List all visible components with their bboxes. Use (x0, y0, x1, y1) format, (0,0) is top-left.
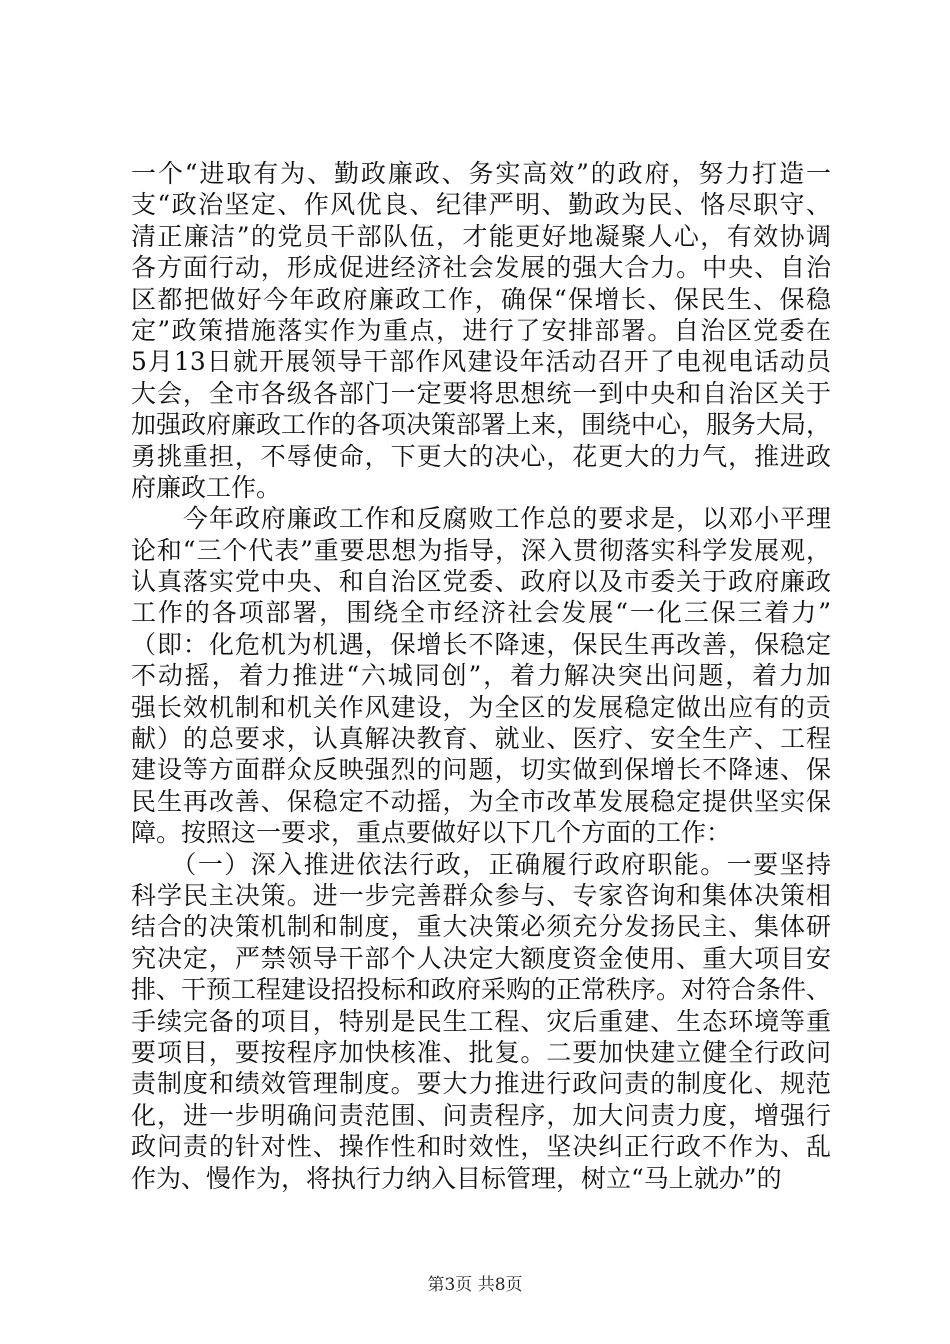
text-line: 支“政治坚定、作风优良、纪律严明、勤政为民、恪尽职守、 (131, 190, 831, 220)
text-line: 大会，全市各级各部门一定要将思想统一到中央和自治区关于 (131, 378, 831, 408)
text-line: 定”政策措施落实作为重点，进行了安排部署。自治区党委在 (131, 315, 831, 345)
document-body (131, 158, 831, 1194)
text-line: （一）深入推进依法行政，正确履行政府职能。一要坚持 (131, 849, 831, 879)
text-line: 献）的总要求，认真解决教育、就业、医疗、安全生产、工程 (131, 724, 831, 754)
text-line: 工作的各项部署，围绕全市经济社会发展“一化三保三着力” (131, 598, 831, 628)
text-line: 究决定，严禁领导干部个人决定大额度资金使用、重大项目安 (131, 943, 831, 973)
text-line: 勇挑重担，不辱使命，下更大的决心，花更大的力气，推进政 (131, 441, 831, 471)
text-line: 强长效机制和机关作风建设，为全区的发展稳定做出应有的贡 (131, 692, 831, 722)
text-line: 今年政府廉政工作和反腐败工作总的要求是，以邓小平理 (131, 504, 831, 534)
text-line: 民生再改善、保稳定不动摇，为全市改革发展稳定提供坚实保 (131, 786, 831, 816)
text-line: 加强政府廉政工作的各项决策部署上来，围绕中心，服务大局， (131, 410, 832, 440)
text-line: 作为、慢作为，将执行力纳入目标管理，树立“马上就办”的 (131, 1163, 782, 1193)
text-line: 5月13日就开展领导干部作风建设年活动召开了电视电话动员 (131, 347, 831, 377)
text-line: 障。按照这一要求，重点要做好以下几个方面的工作： (131, 818, 732, 848)
text-line: 一个“进取有为、勤政廉政、务实高效”的政府，努力打造一 (131, 159, 831, 188)
text-line: 责制度和绩效管理制度。要大力推进行政问责的制度化、规范 (131, 1069, 831, 1099)
text-line: 清正廉洁”的党员干部队伍，才能更好地凝聚人心，有效协调 (131, 221, 831, 251)
page-footer: 第3页 共8页 (427, 1275, 523, 1295)
text-line: 建设等方面群众反映强烈的问题，切实做到保增长不降速、保 (131, 755, 831, 785)
text-line: 科学民主决策。进一步完善群众参与、专家咨询和集体决策相 (131, 880, 831, 910)
text-line: 结合的决策机制和制度，重大决策必须充分发扬民主、集体研 (131, 912, 831, 942)
text-line: 排、干预工程建设招投标和政府采购的正常秩序。对符合条件、 (131, 975, 832, 1005)
text-line: 区都把做好今年政府廉政工作，确保“保增长、保民生、保稳 (131, 284, 831, 314)
text-line: 府廉政工作。 (131, 472, 282, 502)
text-line: （即：化危机为机遇，保增长不降速，保民生再改善，保稳定 (131, 629, 831, 659)
text-line: 手续完备的项目，特别是民生工程、灾后重建、生态环境等重 (131, 1006, 831, 1036)
text-line: 各方面行动，形成促进经济社会发展的强大合力。中央、自治 (131, 253, 831, 283)
text-line: 化，进一步明确问责范围、问责程序，加大问责力度，增强行 (131, 1100, 831, 1130)
text-line: 要项目，要按程序加快核准、批复。二要加快建立健全行政问 (131, 1037, 831, 1067)
text-line: 政问责的针对性、操作性和时效性，坚决纠正行政不作为、乱 (131, 1132, 831, 1162)
text-line: 认真落实党中央、和自治区党委、政府以及市委关于政府廉政 (131, 567, 831, 597)
text-line: 不动摇，着力推进“六城同创”，着力解决突出问题，着力加 (131, 661, 831, 691)
text-line: 论和“三个代表”重要思想为指导，深入贯彻落实科学发展观， (131, 535, 831, 565)
